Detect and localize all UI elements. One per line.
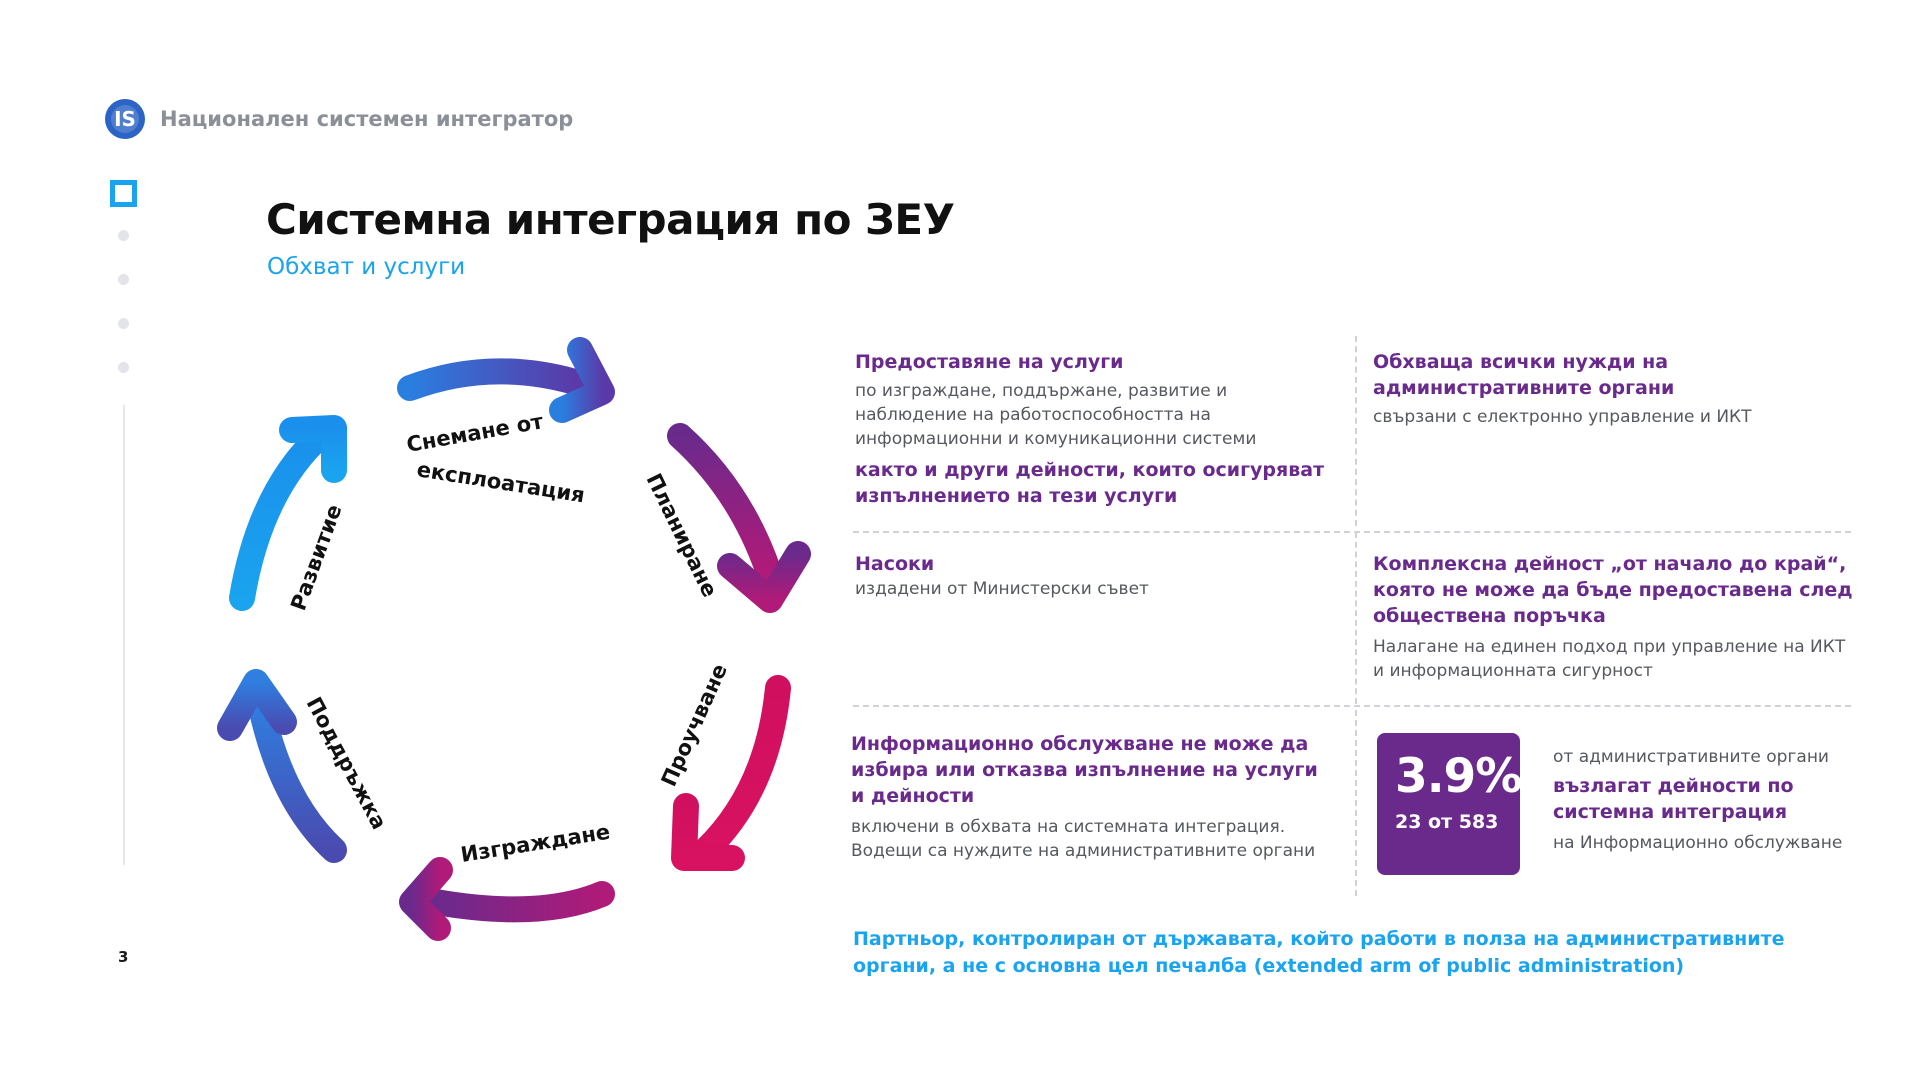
nav-dot[interactable] [118,230,129,241]
partner-note: Партньор, контролиран от държавата, който работи в полза на административните органи, а не с основна цел печалба (extended arm of public administration) [853,928,1785,977]
stage-label-decommission-1: Снемане от [404,409,545,457]
stage-label-research: Проучване [656,660,732,791]
stage-label-decommission-2: експлоатация [415,457,587,508]
page-subtitle: Обхват и услуги [267,254,466,280]
needs-heading: Обхваща всички нужди на административните органи [1373,351,1675,399]
services-emphasis: както и други дейности, които осигуряват изпълнението на тези услуги [855,459,1325,507]
divider-vertical-2 [1355,532,1357,704]
stage-label-build: Изграждане [459,819,612,867]
lifecycle-diagram [200,330,840,960]
arrow-decommission [410,350,602,410]
nav-progress-line [123,405,125,865]
stat-line-2: възлагат дейности по системна интеграция [1553,775,1794,823]
services-block [855,349,1335,509]
complex-activity-block [1373,551,1853,683]
services-heading: Предоставяне на услуги [855,351,1124,373]
needs-text: свързани с електронно управление и ИКТ [1373,407,1752,427]
complex-activity-text: Налагане на единен подход при управление на ИКТ и информационната сигурност [1373,637,1846,681]
divider-vertical-1 [1355,336,1357,526]
page-number: 3 [118,948,129,966]
stage-label-support: Поддръжка [301,693,392,834]
info-service-heading: Информационно обслужване не може да избира или отказва изпълнение на услуги и дейности [851,733,1318,807]
guidelines-heading: Насоки [855,553,935,575]
services-text: по изграждане, поддържане, развитие и наблюдение на работоспособността на информационни и комуникационни системи [855,381,1257,449]
guidelines-block [855,551,1335,601]
divider-vertical-3 [1355,710,1357,896]
nav-dot-active[interactable] [110,180,137,207]
page-title: Системна интеграция по ЗЕУ [266,195,955,244]
info-service-block [851,731,1331,863]
nav-dot[interactable] [118,274,129,285]
complex-activity-heading: Комплексна дейност „от начало до край“, която не може да бъде предоставена след обществена поръчка [1373,553,1853,627]
stat-value: 3.9% [1395,749,1522,804]
stat-line-1: от административните органи [1553,747,1829,767]
stage-label-development: Развитие [286,501,347,614]
nav-dot[interactable] [118,362,129,373]
stage-label-planning: Планиране [641,469,722,601]
info-service-text: включени в обхвата на системната интеграция. Водещи са нуждите на административните органи [851,817,1316,861]
logo-text: IS [114,107,136,131]
arrow-build [412,870,602,928]
stat-line-3: на Информационно обслужване [1553,833,1843,853]
company-logo [104,98,146,140]
company-name: Национален системен интегратор [160,107,574,131]
nav-dot[interactable] [118,318,129,329]
stat-count: 23 от 583 [1395,811,1499,833]
needs-block [1373,349,1803,429]
stat-description [1553,745,1853,855]
divider-horizontal-2 [853,705,1851,707]
stat-badge [1377,733,1520,875]
guidelines-text: издадени от Министерски съвет [855,579,1149,599]
divider-horizontal-1 [853,531,1851,533]
